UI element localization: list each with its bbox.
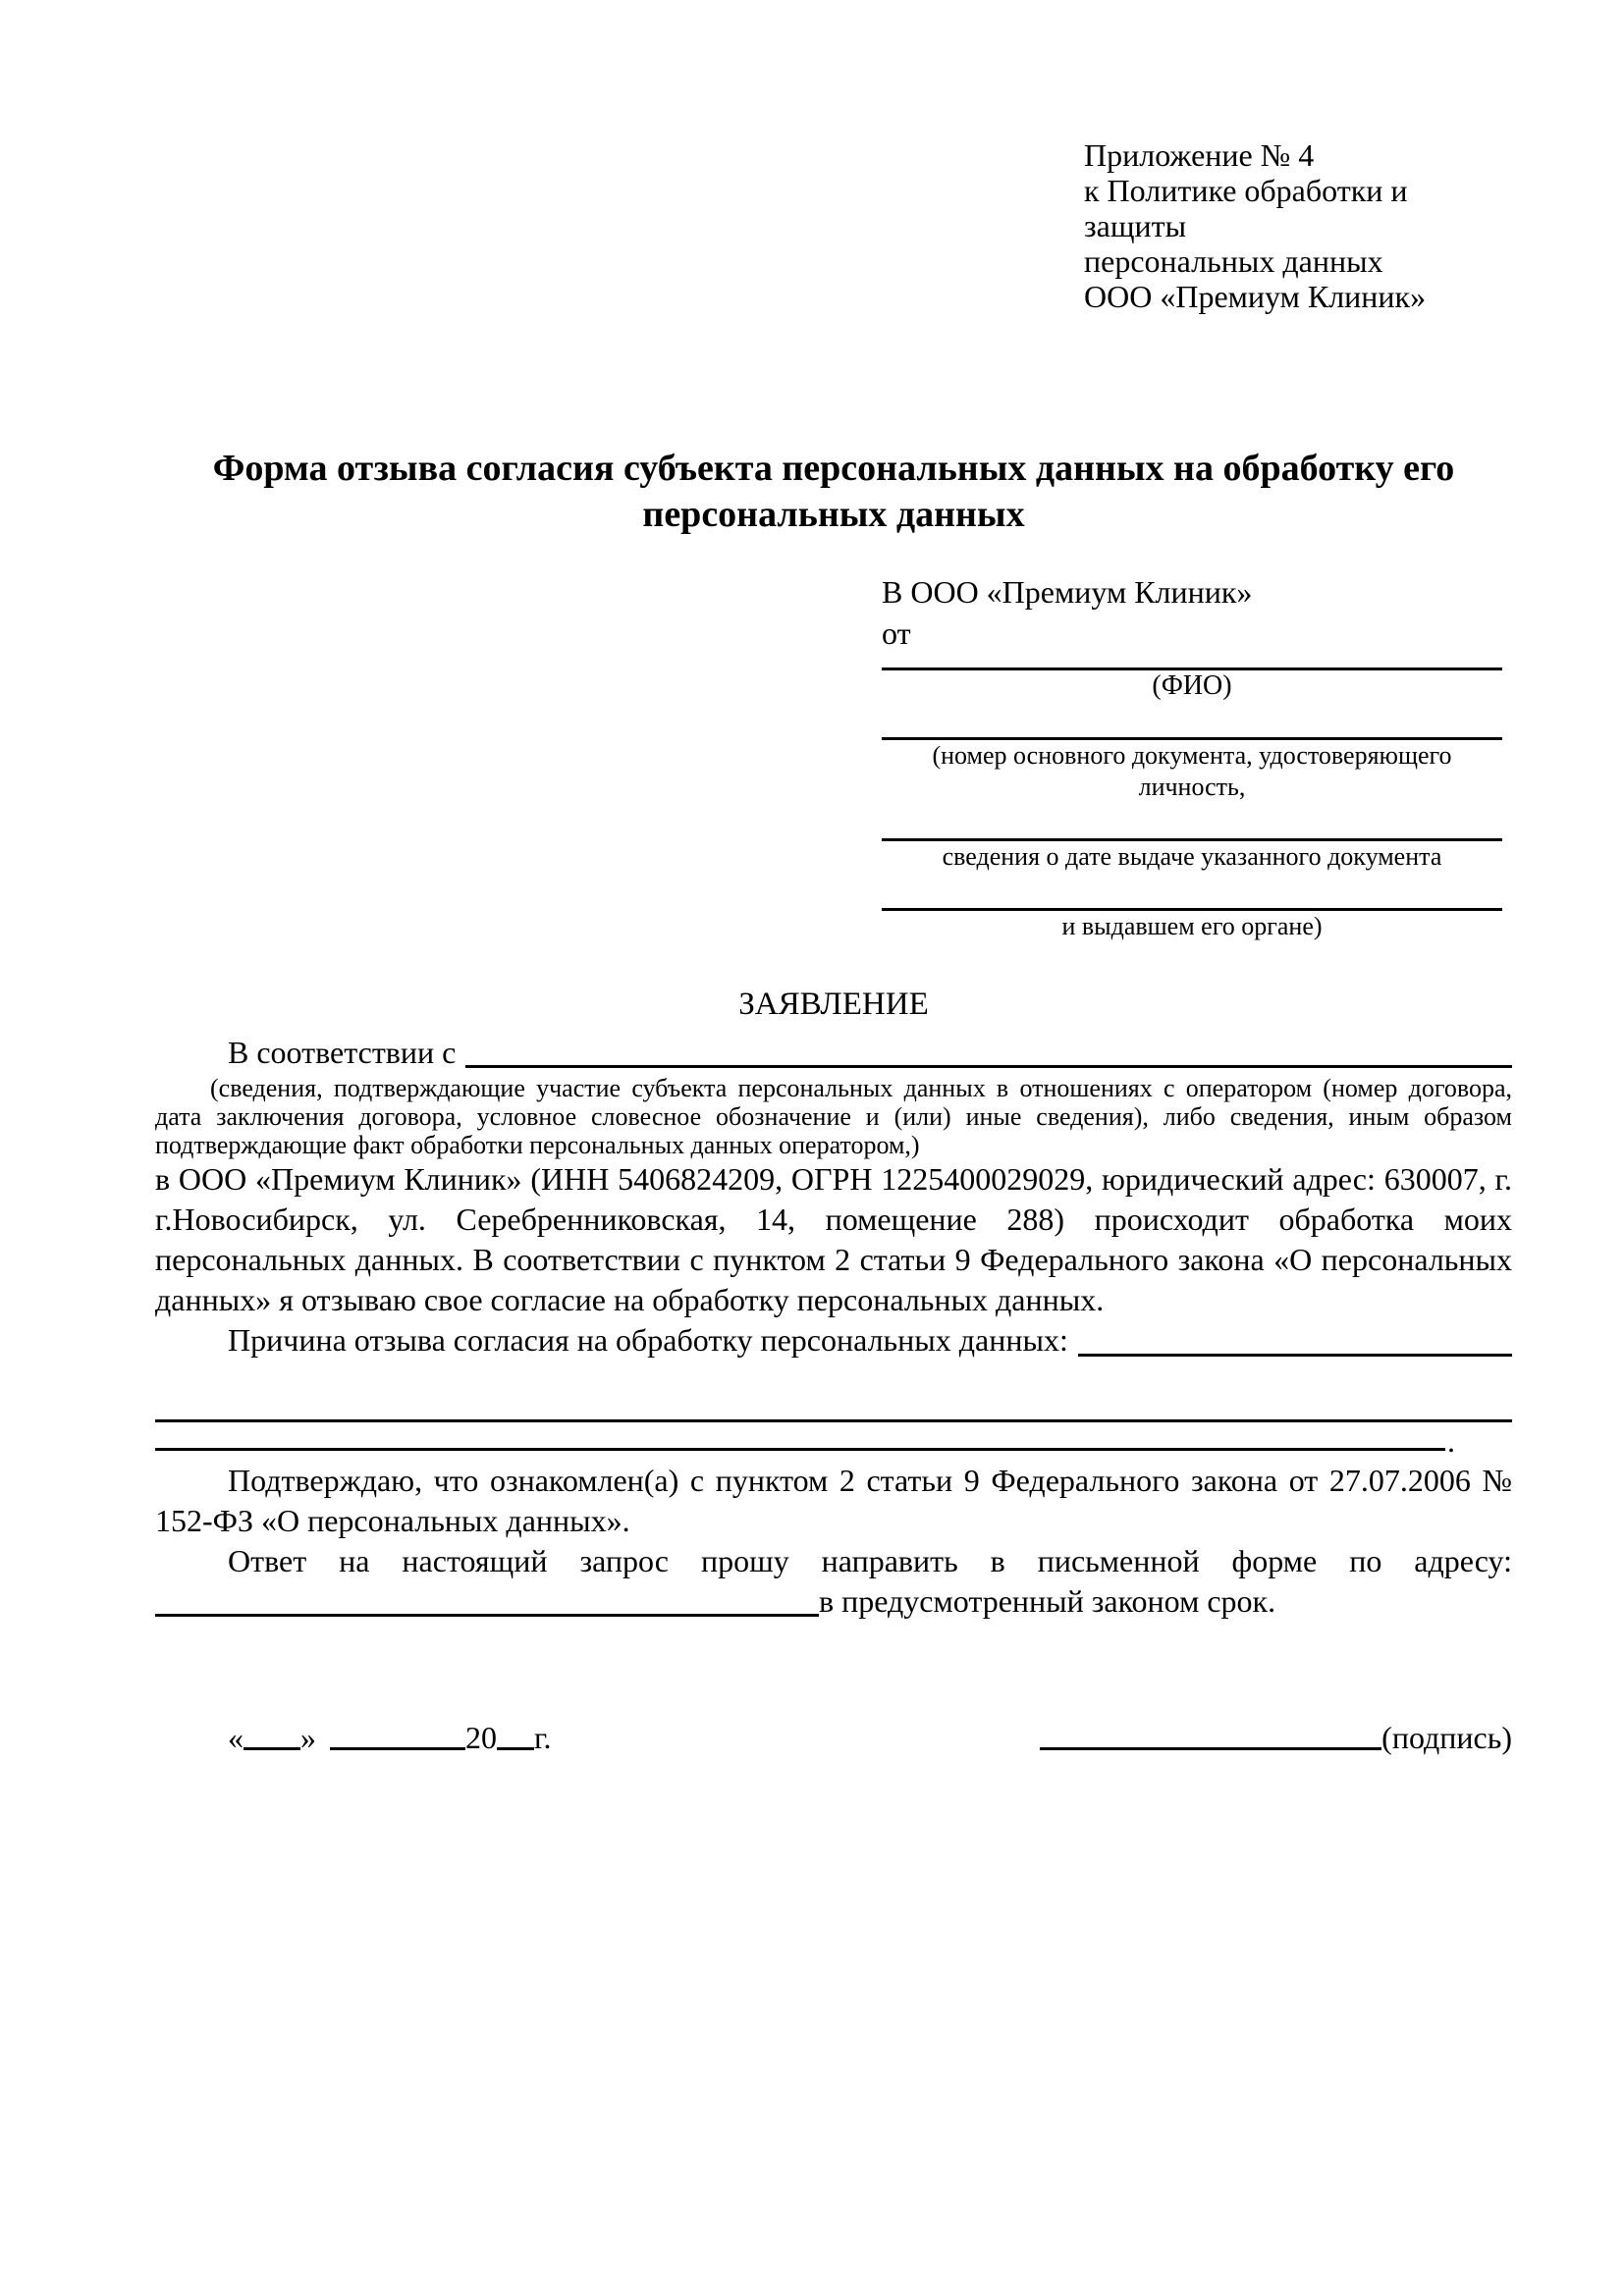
intro-prefix: В соответствии с xyxy=(228,1035,457,1070)
from-label: от xyxy=(882,615,911,651)
year-suffix: г. xyxy=(534,1720,552,1755)
document-caption-1: (номер основного документа, удостоверяющего личность, xyxy=(932,741,1452,801)
basis-blank-line xyxy=(465,1065,1512,1068)
fio-caption: (ФИО) xyxy=(1152,670,1232,701)
reason-label: Причина отзыва согласия на обработку персональных данных: xyxy=(228,1322,1068,1358)
intro-row xyxy=(155,1033,1512,1072)
reply-tail: в предусмотренный законом срок. xyxy=(819,1583,1276,1619)
date-signature-row xyxy=(155,1719,1512,1756)
reason-blank-line-short xyxy=(1078,1354,1512,1357)
date-quote-open: « xyxy=(228,1720,244,1755)
reason-blank-line-2 xyxy=(155,1422,1512,1459)
form-title: Форма отзыва согласия субъекта персональных данных на обработку его персональных данных xyxy=(212,448,1455,535)
fine-print-note: (сведения, подтверждающие участие субъекта персональных данных в отношениях с оператором (номер договора, дата заключения договора, условное словесное обозначение и (или) иные сведения), либо сведения, иным образом подтверждающие факт обработки персональных данных оператором,) xyxy=(155,1074,1512,1159)
signature-blank-line xyxy=(1040,1724,1381,1750)
date-field xyxy=(228,1719,552,1756)
month-blank-line xyxy=(330,1724,465,1750)
day-blank-line xyxy=(244,1724,300,1750)
reason-row xyxy=(155,1320,1512,1361)
signature-field xyxy=(1040,1719,1512,1756)
appendix-block xyxy=(1084,137,1512,314)
signature-caption: (подпись) xyxy=(1381,1720,1512,1755)
reason-blank-line-1 xyxy=(155,1390,1512,1422)
reply-address-row xyxy=(155,1581,1512,1621)
year-blank-line xyxy=(497,1724,534,1750)
appendix-line: к Политике обработки и защиты xyxy=(1084,173,1408,243)
address-blank-line xyxy=(155,1614,819,1617)
appendix-line: Приложение № 4 xyxy=(1084,137,1315,173)
sentence-terminator: . xyxy=(1447,1423,1455,1459)
recipient-block xyxy=(882,573,1502,942)
confirmation-paragraph: Подтверждаю, что ознакомлен(а) с пунктом 2 статьи 9 Федерального закона от 27.07.2006 № 152-ФЗ «О персональных данных». xyxy=(155,1463,1512,1538)
statement-heading: ЗАЯВЛЕНИЕ xyxy=(738,987,929,1022)
appendix-line: персональных данных xyxy=(1084,243,1383,279)
document-caption-2: сведения о дате выдаче указанного документа xyxy=(942,842,1442,871)
reason-blank-line-2-rule xyxy=(155,1448,1445,1451)
reply-request-paragraph: Ответ на настоящий запрос прошу направить в письменной форме по адресу: xyxy=(228,1543,1512,1578)
date-quote-close: » xyxy=(300,1720,316,1755)
year-prefix: 20 xyxy=(465,1720,497,1755)
document-caption-3: и выдавшем его органе) xyxy=(1061,912,1323,940)
statement-body: в ООО «Премиум Клиник» (ИНН 5406824209, ОГРН 1225400029029, юридический адрес: 630007, г. г.Новосибирск, ул. Серебренниковская, 14, помещение 288) происходит обработка моих персональных данных. В соответствии с пунктом 2 статьи 9 Федерального закона «О персональных данных» я отзываю свое согласие на обработку персональных данных. xyxy=(155,1161,1512,1317)
recipient-organization: В ООО «Премиум Клиник» xyxy=(882,574,1253,610)
appendix-line: ООО «Премиум Клиник» xyxy=(1084,279,1427,314)
